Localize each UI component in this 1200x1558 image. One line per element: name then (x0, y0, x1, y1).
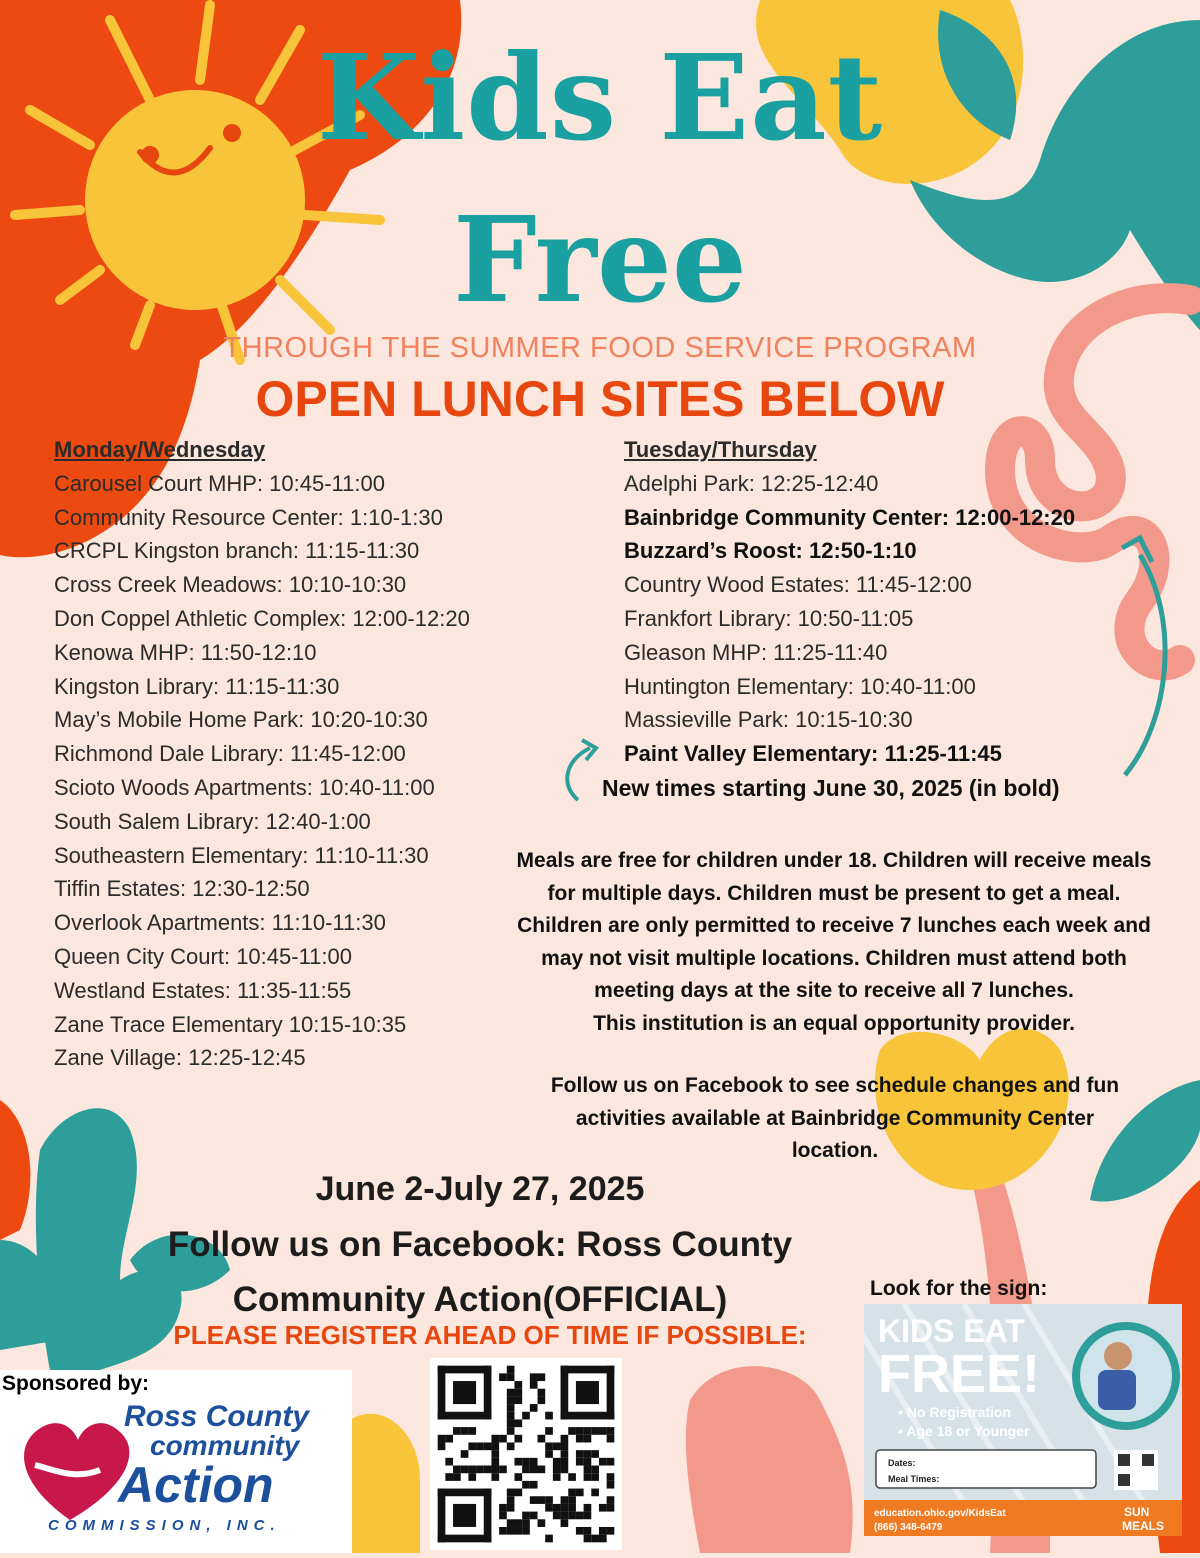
site-item: Community Resource Center: 1:10-1:30 (54, 504, 443, 530)
site-item: Don Coppel Athletic Complex: 12:00-12:20 (54, 605, 470, 631)
sign-brand1: SUN (1124, 1505, 1150, 1519)
site-item: Buzzard’s Roost: 12:50-1:10 (624, 538, 917, 564)
mon-wed-header: Monday/Wednesday (54, 437, 266, 462)
site-item: Bainbridge Community Center: 12:00-12:20 (624, 504, 1076, 530)
sign-bullet1: • No Registration (898, 1404, 1012, 1420)
sign-phone: (866) 348-6479 (874, 1522, 943, 1533)
site-item: Frankfort Library: 10:50-11:05 (624, 605, 914, 631)
info-line: meeting days at the site to receive all 7 lunches. (594, 979, 1074, 1003)
date-range: June 2-July 27, 2025 (315, 1170, 645, 1208)
site-item: Cross Creek Meadows: 10:10-10:30 (54, 572, 407, 598)
tue-thu-header: Tuesday/Thursday (624, 437, 817, 462)
info-line: Meals are free for children under 18. Children will receive meals (516, 849, 1152, 872)
site-item: Southeastern Elementary: 11:10-11:30 (54, 842, 429, 868)
fb-note-line: location. (791, 1139, 879, 1163)
site-item: Westland Estates: 11:35-11:55 (54, 977, 352, 1003)
sponsor-logo (0, 1370, 352, 1553)
fb-note-line: activities available at Bainbridge Community Center (575, 1106, 1095, 1130)
site-item: Gleason MHP: 11:25-11:40 (624, 639, 888, 665)
site-item: Carousel Court MHP: 10:45-11:00 (54, 470, 385, 496)
site-item: Massieville Park: 10:15-10:30 (624, 707, 913, 733)
facebook-note (470, 1070, 1200, 1168)
sign-line1: KIDS EAT (878, 1313, 1025, 1349)
site-item: Adelphi Park: 12:25-12:40 (624, 470, 879, 496)
info-line: for multiple days. Children must be present to get a meal. (547, 881, 1121, 905)
page-title-line1: Kids Eat (316, 28, 884, 167)
small-arrow-icon (567, 748, 590, 800)
yellow-blob-bottom (350, 1414, 420, 1553)
fb-note-line: Follow us on Facebook to see schedule changes and fun (550, 1074, 1120, 1097)
site-item: Overlook Apartments: 11:10-11:30 (54, 910, 386, 936)
meal-info (472, 845, 1196, 1041)
sponsored-by-label: Sponsored by: (2, 1372, 150, 1395)
site-item: Kingston Library: 11:15-11:30 (54, 673, 340, 699)
sign-line2: FREE! (878, 1344, 1040, 1404)
info-line: Children are only permitted to receive 7 lunches each week and (517, 914, 1151, 938)
sign-brand2: MEALS (1122, 1519, 1164, 1533)
pink-blob-bottom (686, 1366, 853, 1553)
facebook-page-line2: Community Action(OFFICIAL) (232, 1280, 728, 1319)
site-item: Huntington Elementary: 10:40-11:00 (624, 673, 976, 699)
sites-heading: OPEN LUNCH SITES BELOW (255, 371, 945, 427)
site-item: Zane Village: 12:25-12:45 (54, 1045, 306, 1071)
monday-wednesday-list (54, 433, 470, 1075)
site-item: Richmond Dale Library: 11:45-12:00 (54, 741, 406, 767)
info-line: This institution is an equal opportunity provider. (593, 1011, 1075, 1035)
logo-line2: community (150, 1430, 300, 1461)
child-avatar (1104, 1342, 1132, 1370)
facebook-page-line1: Follow us on Facebook: Ross County (167, 1225, 793, 1264)
new-times-note: New times starting June 30, 2025 (in bold) (602, 775, 1060, 801)
kids-eat-free-sign (864, 1304, 1182, 1536)
info-line: may not visit multiple locations. Children must attend both (541, 946, 1127, 970)
logo-line1: Ross County (124, 1400, 310, 1433)
tuesday-thursday-list (624, 433, 1075, 771)
site-item: Queen City Court: 10:45-11:00 (54, 943, 352, 969)
qr-code[interactable] (430, 1358, 622, 1550)
site-item: Paint Valley Elementary: 11:25-11:45 (624, 741, 1002, 767)
site-item: South Salem Library: 12:40-1:00 (54, 808, 371, 834)
logo-line3: Action (118, 1457, 274, 1513)
site-item: Country Wood Estates: 11:45-12:00 (624, 572, 972, 598)
sign-bullet2: • Age 18 or Younger (898, 1423, 1030, 1439)
site-item: May’s Mobile Home Park: 10:20-10:30 (54, 707, 428, 733)
sign-url: education.ohio.gov/KidsEat (874, 1508, 1006, 1519)
logo-line4: COMMISSION, INC. (48, 1517, 281, 1534)
sign-dates-label: Dates: (888, 1458, 916, 1468)
register-note: PLEASE REGISTER AHEAD OF TIME IF POSSIBLE: (173, 1320, 807, 1350)
site-item: Kenowa MHP: 11:50-12:10 (54, 639, 317, 665)
orange-blob-left-bottom (0, 1100, 30, 1240)
site-item: Zane Trace Elementary 10:15-10:35 (54, 1011, 407, 1037)
page-subtitle: THROUGH THE SUMMER FOOD SERVICE PROGRAM (223, 332, 977, 364)
sign-meal-times-label: Meal Times: (888, 1474, 940, 1484)
site-item: CRCPL Kingston branch: 11:15-11:30 (54, 538, 420, 564)
site-item: Scioto Woods Apartments: 10:40-11:00 (54, 774, 435, 800)
look-for-sign-label: Look for the sign: (870, 1277, 1048, 1300)
page-title-line2: Free (452, 190, 748, 329)
site-item: Tiffin Estates: 12:30-12:50 (54, 876, 310, 902)
